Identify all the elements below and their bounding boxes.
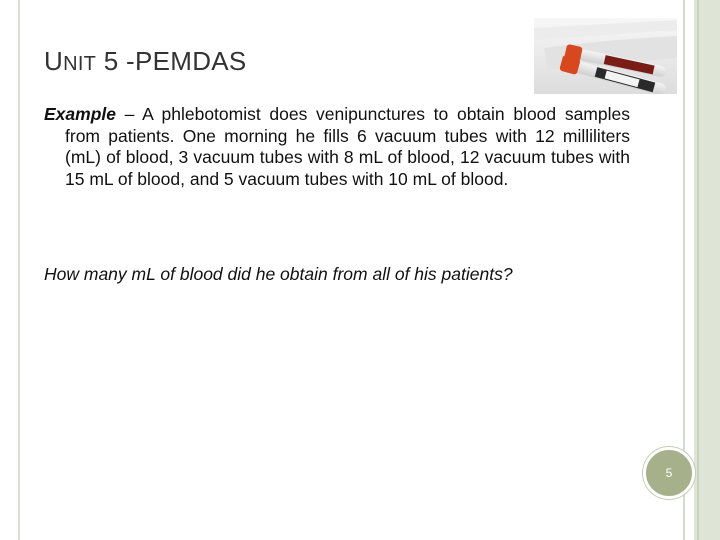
page-number: 5 — [665, 466, 673, 480]
example-paragraph — [44, 104, 630, 190]
example-text-block — [44, 104, 630, 190]
example-text: – A phlebotomist does venipunctures to obtain blood samples from patients. One morning he fills 6 vacuum tubes with 12 milliliters (mL) of blood, 3 vacuum tubes with 8 mL of blood, 12 vacuum tubes with 15 mL of blood, and 5 vacuum tubes with 10 mL of blood. — [65, 104, 630, 189]
right-border-inner-line — [697, 0, 699, 540]
blood-tubes-photo — [534, 18, 677, 94]
title-first-letter: U — [44, 46, 64, 76]
question-text: How many mL of blood did he obtain from all of his patients? — [44, 264, 513, 284]
title-small-caps: NIT — [63, 53, 97, 75]
blood-tubes-image — [534, 18, 677, 94]
slide-title — [44, 46, 247, 77]
title-suffix: 5 -PEMDAS — [96, 46, 247, 76]
left-guide-line — [18, 0, 20, 540]
page-number-badge — [643, 447, 695, 499]
example-label: Example — [44, 104, 116, 124]
